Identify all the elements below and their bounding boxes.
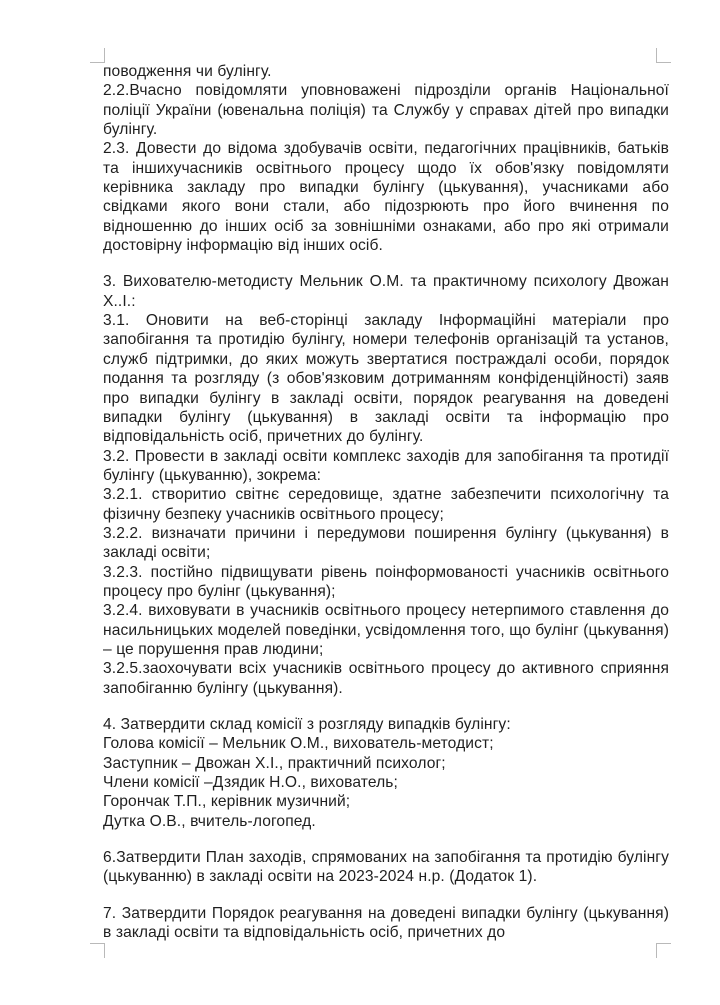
paragraph-spacer bbox=[103, 255, 669, 272]
paragraph-6: 6.Затвердити План заходів, спрямованих на запобігання та протидію булінгу (цькуванню) в закладі освіти на 2023-2024 н.р. (Додаток 1). bbox=[103, 849, 669, 886]
paragraph-7: 7. Затвердити Порядок реагування на доведені випадки булінгу (цькування) в закладі освіти та відповідальність осіб, причетних до bbox=[103, 904, 669, 942]
paragraph-3-2: 3.2. Провести в закладі освіти комплекс заходів для запобігання та протидії булінгу (цькуванню), зокрема: bbox=[103, 447, 669, 484]
commission-members: Члени комісії –Дзядик Н.О., вихователь; bbox=[103, 774, 398, 792]
paragraph-3-2-4: 3.2.4. виховувати в учасників освітнього процесу нетерпимого ставлення до насильницьких моделей поведінки, усвідомлення того, що булінг (цькування) – це порушення прав людини; bbox=[103, 602, 669, 658]
paragraph-2-2: 2.2.Вчасно повідомляти уповноважені підрозділи органів Національної поліції України (ювенальна поліція) та Службу у справах дітей про випадки булінгу. bbox=[103, 82, 669, 139]
paragraph-spacer bbox=[103, 887, 669, 904]
commission-member: Горончак Т.П., керівник музичний; bbox=[103, 793, 351, 811]
paragraph-3-2-1: 3.2.1. створитио світнє середовище, здатне забезпечити психологічну та фізичну безпеку учасників освітнього процесу; bbox=[103, 486, 669, 523]
paragraph-spacer bbox=[103, 698, 669, 715]
paragraph-3-2-2: 3.2.2. визначати причини і передумови поширення булінгу (цькування) в закладі освіти; bbox=[103, 524, 669, 562]
commission-deputy: Заступник – Двожан Х.І., практичний психолог; bbox=[103, 754, 446, 772]
crop-mark-bottom-left bbox=[90, 943, 105, 958]
crop-mark-top-right bbox=[656, 48, 671, 63]
paragraph-2-3: 2.3. Довести до відома здобувачів освіти, педагогічних працівників, батьків та іншихучасників освітнього процесу щодо їх обов'язку повідомляти керівника закладу про випадки булінгу (цькування), учасниками або свідками якого вони стали, або підозрюють про його вчинення по відношенню до інших осіб за зовнішніми ознаками, або про які отримали достовірну інформацію від інших осіб. bbox=[103, 140, 669, 255]
commission-chair: Голова комісії – Мельник О.М., вихователь-методист; bbox=[103, 735, 494, 753]
paragraph-4: 4. Затвердити склад комісії з розгляду випадків булінгу: bbox=[103, 716, 511, 733]
paragraph-3-1: 3.1. Оновити на веб-сторінці закладу Інформаційні матеріали про запобігання та протидію булінгу, номери телефонів організацій та установ, служб підтримки, до яких можуть звертатися постраждалі особи, порядок подання та розгляду (з обов'язковим дотриманням конфіденційності) заяв про випадки булінгу в закладі освіти, порядок реагування на доведені випадки булінгу (цькування) в закладі освіти та інформацію про відповідальність осіб, причетних до булінгу. bbox=[103, 312, 669, 446]
paragraph-3-2-3: 3.2.3. постійно підвищувати рівень поінформованості учасників освітнього процесу про булінг (цькування); bbox=[103, 563, 669, 600]
paragraph-3: 3. Вихователю-методисту Мельник О.М. та практичному психологу Двожан Х..І.: bbox=[103, 273, 669, 310]
crop-mark-top-left bbox=[90, 48, 105, 63]
document-body bbox=[103, 62, 669, 942]
paragraph-1-continuation: поводження чи булінгу. bbox=[103, 63, 272, 80]
crop-mark-bottom-right bbox=[656, 943, 671, 958]
commission-member: Дутка О.В., вчитель-логопед. bbox=[103, 812, 316, 830]
paragraph-spacer bbox=[103, 831, 669, 848]
paragraph-3-2-5: 3.2.5.заохочувати всіх учасників освітнього процесу до активного сприяння запобіганню булінгу (цькування). bbox=[103, 660, 669, 697]
